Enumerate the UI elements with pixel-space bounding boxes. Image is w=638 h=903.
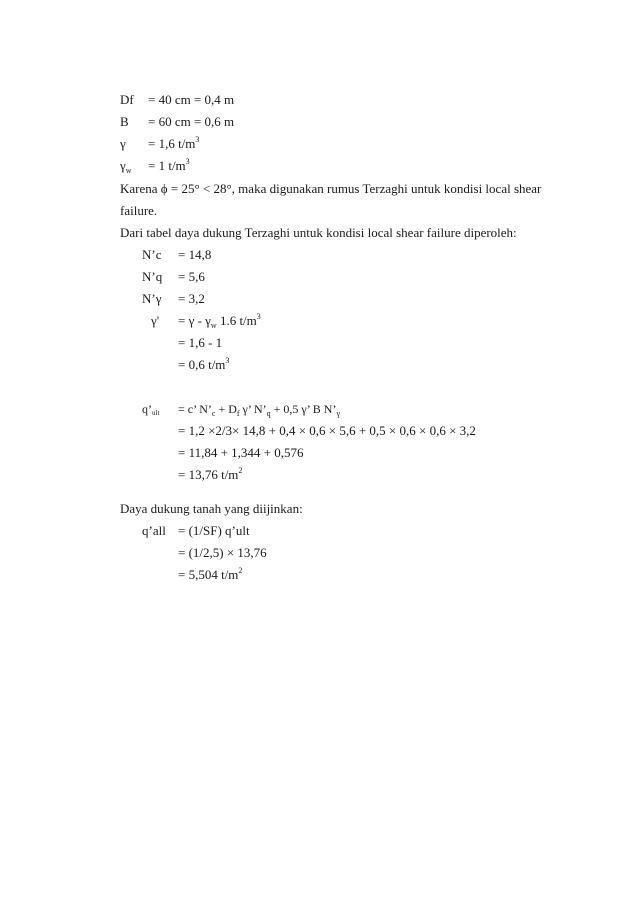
gamma-prime-line1: = γ - $\gamma_w$ 1.6 $t/m^3$	[178, 312, 261, 330]
given-gamma-symbol: γ	[120, 136, 126, 151]
factor-nc-value: = 14,8	[178, 247, 212, 262]
qult-symbol: q’ult	[142, 402, 160, 417]
qall-line1: = (1/SF) q’ult	[178, 523, 250, 538]
given-gamma-w-symbol: $\gamma_w$	[120, 158, 132, 175]
paragraph-dari-tabel: Dari tabel daya dukung Terzaghi untuk kondisi local shear failure diperoleh:	[120, 225, 517, 240]
given-gamma-w-value: = 1 $t/m^3$	[148, 157, 190, 173]
paragraph-daya-dukung: Daya dukung tanah yang diijinkan:	[120, 501, 303, 516]
factor-nc-symbol: N’c	[142, 247, 162, 262]
given-df-symbol: Df	[120, 92, 134, 107]
gamma-prime-symbol: γ'	[151, 313, 160, 328]
paragraph-karena-line1: Karena ϕ = 25° < 28°, maka digunakan rumus Terzaghi untuk kondisi local shear	[120, 181, 542, 196]
factor-ngamma-value: = 3,2	[178, 291, 205, 306]
given-gamma-value: = 1,6 $t/m^3$	[148, 135, 200, 151]
qult-line2: = 1,2 ×2/3× 14,8 + 0,4 × 0,6 × 5,6 + 0,5 × 0,6 × 0,6 × 3,2	[178, 423, 476, 438]
factor-nq-symbol: N’q	[142, 269, 163, 284]
qult-formula: = c’ $N’_c + D_f$ γ’ $N’_q + 0,5$ γ’ B $N’_\gamma$	[178, 402, 341, 418]
paragraph-karena-line2: failure.	[120, 203, 158, 218]
factor-nq-value: = 5,6	[178, 269, 205, 284]
given-b-symbol: B	[120, 114, 129, 129]
given-df-value: = 40 cm = 0,4 m	[148, 92, 235, 107]
gamma-prime-line3: = 0,6 $t/m^3$	[178, 356, 230, 372]
qult-line4: = 13,76 $t/m^2$	[178, 466, 243, 482]
gamma-prime-line2: = 1,6 - 1	[178, 335, 223, 350]
given-b-value: = 60 cm = 0,6 m	[148, 114, 235, 129]
qult-line3: = 11,84 + 1,344 + 0,576	[178, 445, 304, 460]
qall-symbol: q’all	[142, 523, 166, 538]
qall-line3: = 5,504 $t/m^2$	[178, 566, 243, 582]
factor-ngamma-symbol: N’γ	[142, 291, 162, 306]
phi-symbol: ϕ	[160, 181, 168, 196]
qall-line2: = (1/2,5) × 13,76	[178, 545, 267, 560]
